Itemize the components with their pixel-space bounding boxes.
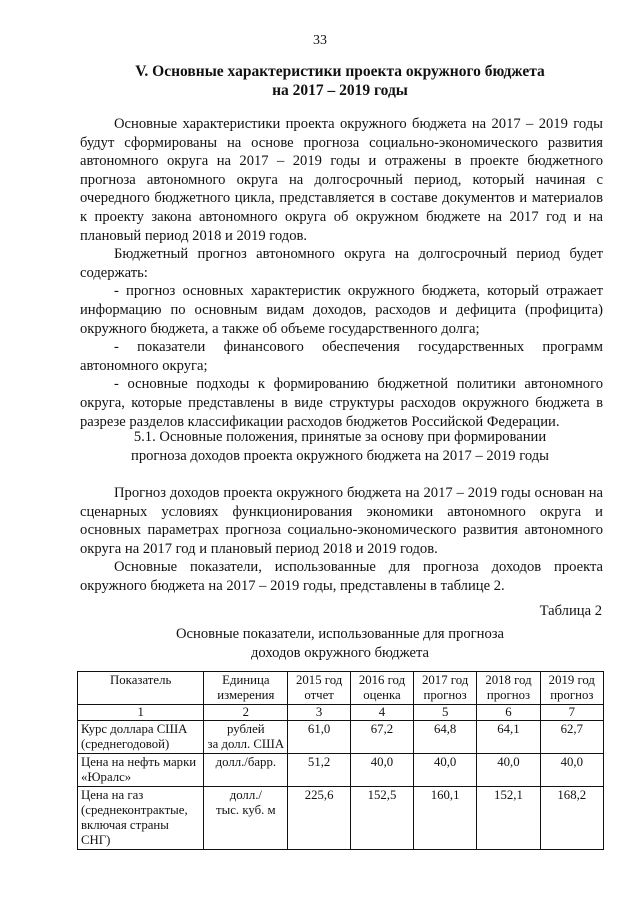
- section-title-line: V. Основные характеристики проекта окружного бюджета: [135, 63, 545, 80]
- header-line: Единица: [222, 673, 270, 687]
- value-cell: 64,1: [477, 721, 540, 754]
- unit-cell: [204, 721, 288, 754]
- value-cell: 51,2: [288, 754, 351, 787]
- section-body: [80, 115, 603, 431]
- unit-cell: [204, 754, 288, 787]
- cell-line: рублей: [227, 722, 265, 736]
- column-number: 7: [540, 705, 603, 721]
- column-number: 3: [288, 705, 351, 721]
- table-caption-line: Основные показатели, использованные для прогноза: [176, 626, 504, 642]
- header-line: Показатель: [110, 673, 172, 687]
- value-cell: 40,0: [540, 754, 603, 787]
- column-number: 6: [477, 705, 540, 721]
- value-cell: 40,0: [350, 754, 413, 787]
- column-number: 5: [413, 705, 476, 721]
- cell-line: СНГ): [81, 833, 111, 847]
- section-title-line: на 2017 – 2019 годы: [272, 82, 408, 99]
- paragraph: Бюджетный прогноз автономного округа на долгосрочный период будет содержать:: [80, 246, 603, 281]
- cell-line: (среднеконтрактые,: [81, 803, 188, 817]
- value-cell: 152,5: [350, 787, 413, 850]
- indicators-table: [77, 671, 604, 850]
- value-cell: 152,1: [477, 787, 540, 850]
- cell-line: Курс доллара США: [81, 722, 188, 736]
- header-line: 2017 год: [422, 673, 469, 687]
- cell-line: тыс. куб. м: [216, 803, 276, 817]
- table-caption-line: доходов окружного бюджета: [250, 644, 429, 661]
- paragraph: - показатели финансового обеспечения государственных программ автономного округа;: [80, 339, 603, 374]
- header-line: 2018 год: [485, 673, 532, 687]
- indicator-cell: [78, 787, 204, 850]
- header-unit: [204, 672, 288, 705]
- subsection-title-line: прогноза доходов проекта окружного бюджета на 2017 – 2019 годы: [131, 447, 549, 464]
- cell-line: долл./барр.: [215, 755, 277, 769]
- cell-line: Цена на нефть марки: [81, 755, 197, 769]
- table-row: [78, 754, 604, 787]
- subsection-title: [80, 428, 600, 465]
- value-cell: 64,8: [413, 721, 476, 754]
- header-2016: [350, 672, 413, 705]
- paragraph: Основные характеристики проекта окружного бюджета на 2017 – 2019 годы будут сформированы на основе прогноза социально-экономического развития автономного округа на 2017 – 2019 годы и отражены в проекте бюджетного прогноза автономного округа на долгосрочный период, который начиная с очередного бюджетного цикла, представляется в составе документов и материалов к проекту закона автономного округа об окружном бюджете на 2017 год и на плановый период 2018 и 2019 годов.: [80, 116, 603, 244]
- header-line: отчет: [304, 688, 334, 702]
- paragraph: - основные подходы к формированию бюджетной политики автономного округа, которые представлены в виде структуры расходов окружного бюджета в разрезе разделов классификации расходов бюджетов Российской Федерации.: [80, 376, 603, 430]
- cell-line: включая страны: [81, 818, 169, 832]
- header-line: прогноз: [423, 688, 467, 702]
- column-number: 4: [350, 705, 413, 721]
- column-number: 1: [78, 705, 204, 721]
- header-2019: [540, 672, 603, 705]
- paragraph: Основные показатели, использованные для прогноза доходов проекта окружного бюджета на 2017 – 2019 годы, представлены в таблице 2.: [80, 559, 603, 594]
- value-cell: 160,1: [413, 787, 476, 850]
- value-cell: 61,0: [288, 721, 351, 754]
- value-cell: 40,0: [477, 754, 540, 787]
- header-line: прогноз: [486, 688, 531, 702]
- cell-line: (среднегодовой): [81, 737, 170, 751]
- cell-line: долл./: [229, 788, 262, 802]
- header-line: измерения: [217, 688, 275, 702]
- table-row: [78, 787, 604, 850]
- value-cell: 40,0: [413, 754, 476, 787]
- subsection-title-line: 5.1. Основные положения, принятые за основу при формировании: [133, 429, 547, 445]
- indicator-cell: [78, 721, 204, 754]
- table-label: Таблица 2: [539, 603, 602, 619]
- header-2018: [477, 672, 540, 705]
- page-number: 33: [313, 33, 327, 48]
- section-title: [80, 62, 600, 100]
- cell-line: Цена на газ: [81, 788, 144, 802]
- column-number: 2: [204, 705, 288, 721]
- header-line: 2019 год: [548, 673, 595, 687]
- paragraph: Прогноз доходов проекта окружного бюджета на 2017 – 2019 годы основан на сценарных условиях функционирования экономики автономного округа и основных параметрах прогноза социально-экономического развития автономного округа на 2017 год и плановый период 2018 и 2019 годов.: [80, 485, 603, 557]
- cell-line: за долл. США: [207, 737, 285, 751]
- column-number-row: [78, 705, 604, 721]
- value-cell: 62,7: [540, 721, 603, 754]
- header-2017: [413, 672, 476, 705]
- table-row: [78, 721, 604, 754]
- unit-cell: [204, 787, 288, 850]
- cell-line: «Юралс»: [81, 770, 132, 784]
- header-line: 2015 год: [296, 673, 343, 687]
- indicator-cell: [78, 754, 204, 787]
- table-header-row: [78, 672, 604, 705]
- header-indicator: [78, 672, 204, 705]
- subsection-body: [80, 484, 603, 596]
- value-cell: 168,2: [540, 787, 603, 850]
- table-caption: [120, 625, 560, 662]
- header-line: прогноз: [550, 688, 594, 702]
- value-cell: 67,2: [350, 721, 413, 754]
- header-2015: [288, 672, 351, 705]
- paragraph: - прогноз основных характеристик окружного бюджета, который отражает информацию по основным видам доходов, расходов и дефицита (профицита) окружного бюджета, а также об объеме государственного долга;: [80, 283, 603, 337]
- header-line: оценка: [363, 688, 401, 702]
- value-cell: 225,6: [288, 787, 351, 850]
- header-line: 2016 год: [358, 673, 406, 687]
